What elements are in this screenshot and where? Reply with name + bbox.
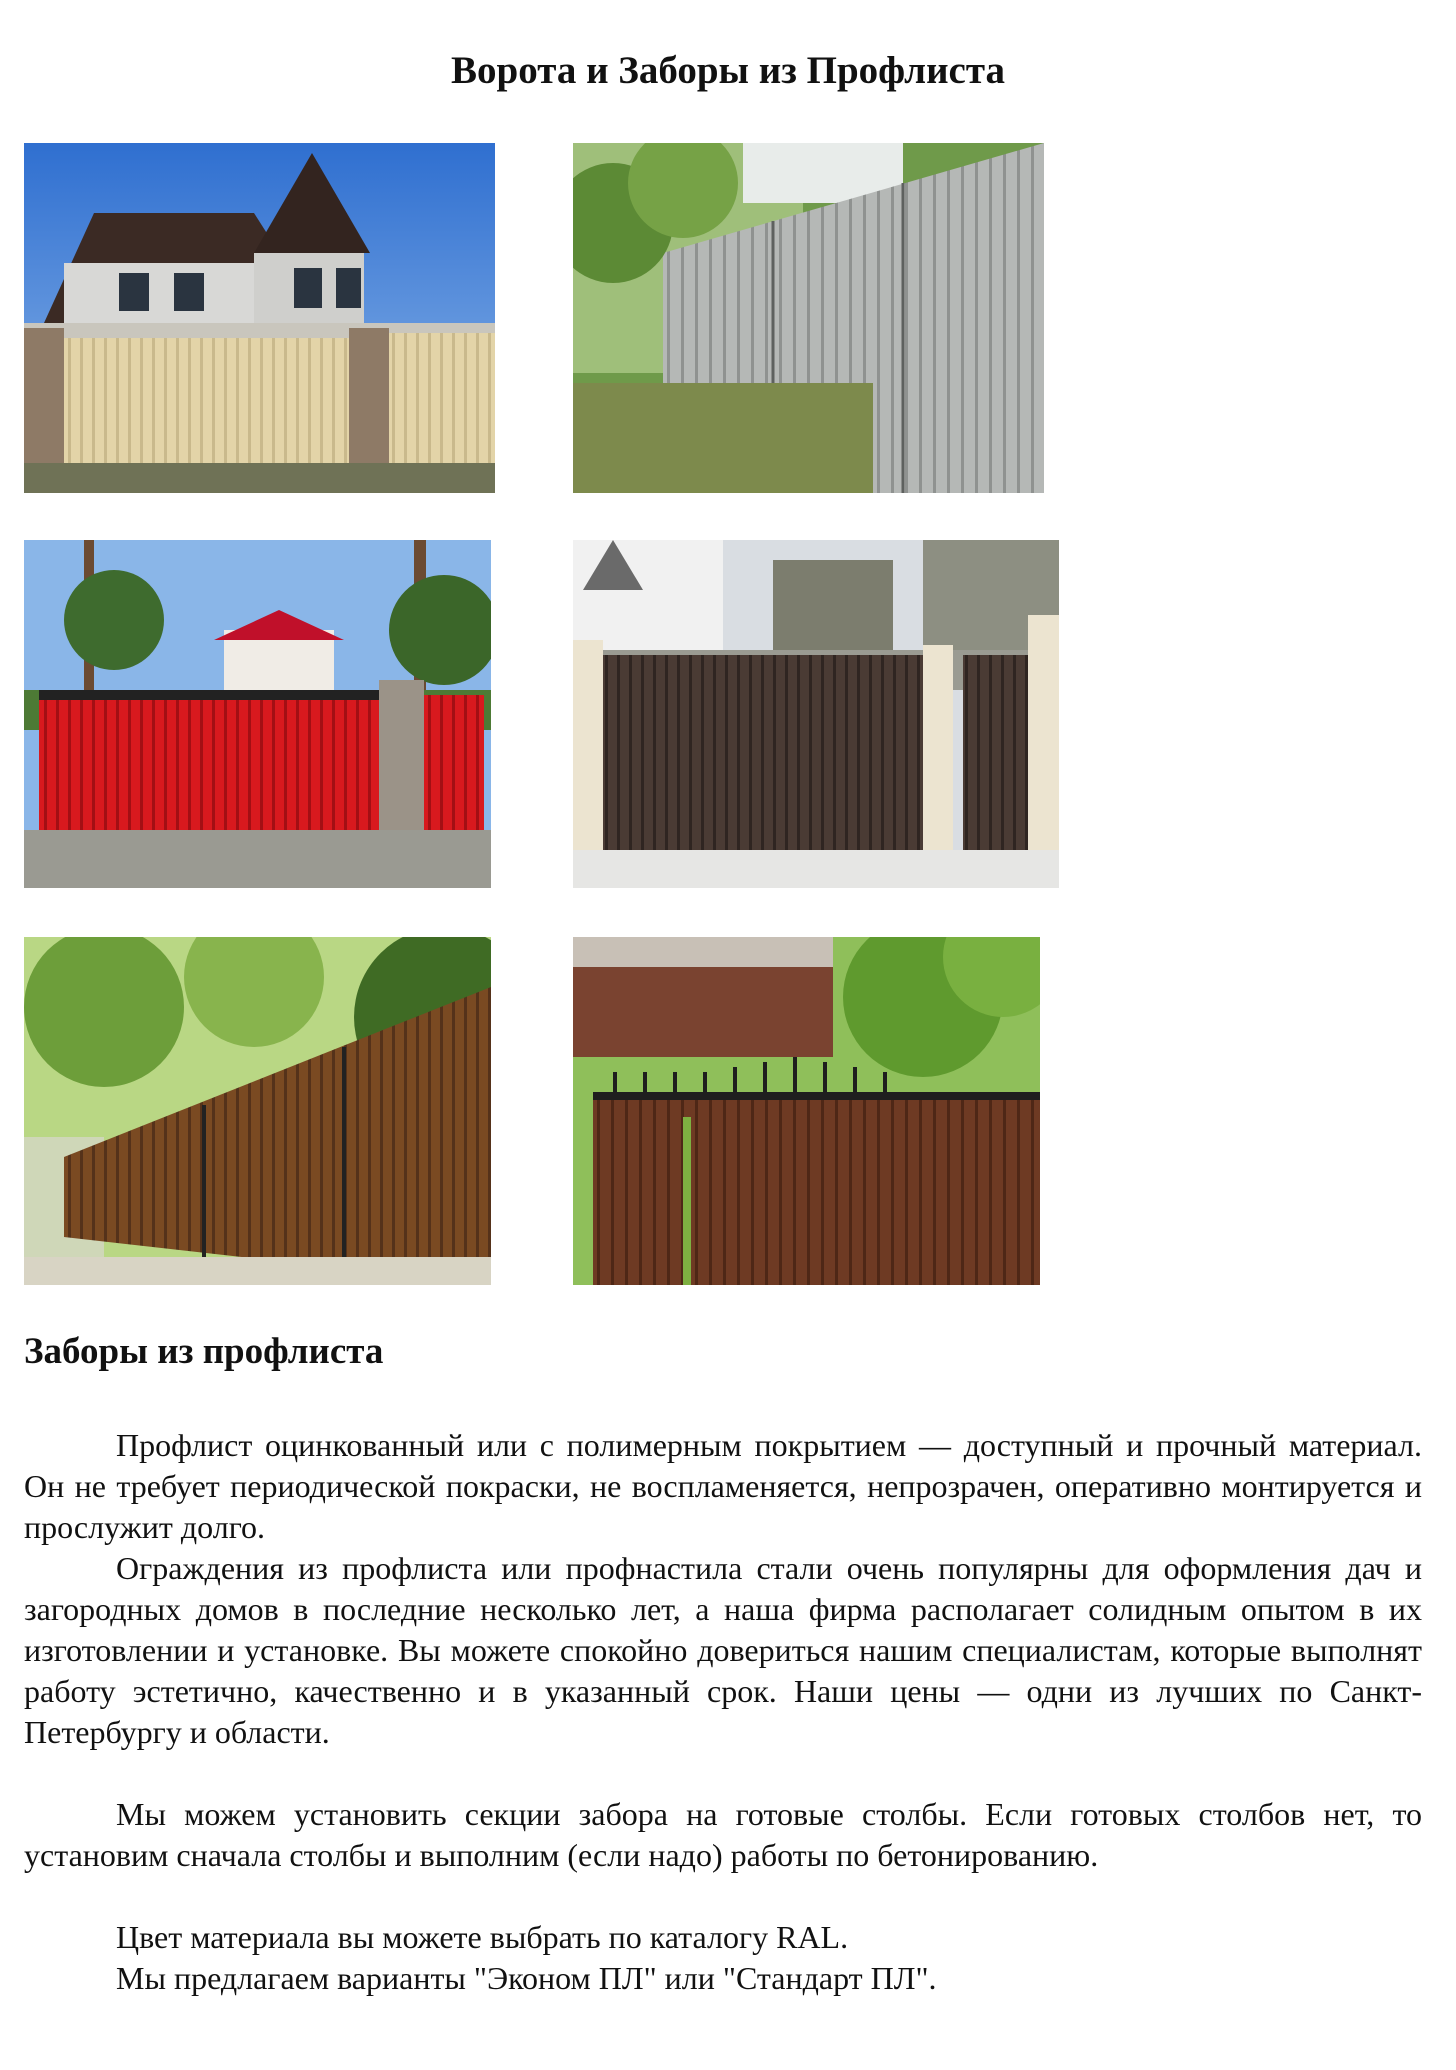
- paragraph-1: Профлист оцинкованный или с полимерным покрытием — доступный и прочный материал. Он не требует периодической покраски, не воспламеняется, непрозрачен, оперативно монтируется и прослужит долго.: [24, 1427, 1422, 1545]
- paragraph-3: Мы можем установить секции забора на готовые столбы. Если готовых столбов нет, то установим сначала столбы и выполним (если надо) работы по бетонированию.: [24, 1796, 1422, 1873]
- paragraph-4: Цвет материала вы можете выбрать по каталогу RAL.: [116, 1919, 849, 1955]
- body-text: [24, 1425, 1422, 1999]
- red-gate-photo: [24, 540, 491, 888]
- brown-fence-photo: [24, 937, 491, 1285]
- paragraph-2: Ограждения из профлиста или профнастила стали очень популярны для оформления дач и загородных домов в последние несколько лет, а наша фирма располагает солидным опытом в их изготовлении и установке. Вы можете спокойно довериться нашим специалистам, которые выполнят работу эстетично, качественно и в указанный срок. Наши цены — одни из лучших по Санкт-Петербургу и области.: [24, 1550, 1422, 1750]
- page-title: Ворота и Заборы из Профлиста: [451, 49, 1005, 92]
- brown-fence-forged-top-photo: [573, 937, 1040, 1285]
- section-heading: Заборы из профлиста: [24, 1331, 384, 1372]
- house-beige-gate-photo: [24, 143, 495, 493]
- dark-brown-gate-photo: [573, 540, 1059, 888]
- paragraph-5: Мы предлагаем варианты "Эконом ПЛ" или "Стандарт ПЛ".: [116, 1960, 937, 1996]
- grey-fence-photo: [573, 143, 1044, 493]
